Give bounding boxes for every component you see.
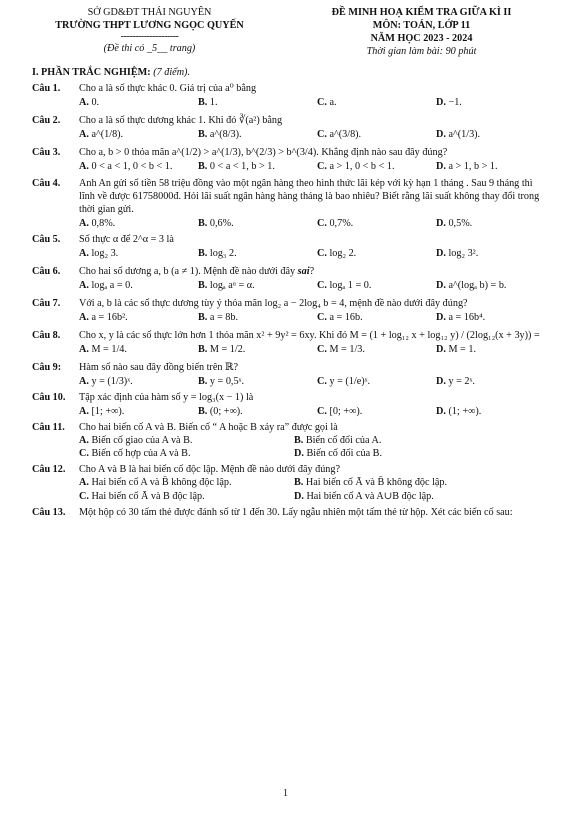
option-label: A.: [79, 435, 89, 447]
section-heading: [32, 66, 549, 79]
answer-option[interactable]: [317, 247, 436, 260]
answer-option[interactable]: [294, 434, 549, 447]
option-label: B.: [198, 129, 208, 141]
option-label: B.: [198, 376, 208, 388]
option-label: A.: [79, 279, 89, 291]
option-text: log₂ 3².: [448, 247, 479, 259]
answer-option[interactable]: [198, 160, 317, 173]
option-text: log₃ 2.: [209, 247, 237, 259]
option-text: log₂ 3.: [91, 247, 119, 259]
option-text: M = 1/2.: [209, 344, 246, 356]
option-label: D.: [436, 406, 446, 418]
option-text: a^(8/3).: [209, 129, 242, 141]
question-stem: [32, 297, 549, 310]
question: [32, 421, 549, 460]
option-label: A.: [79, 311, 89, 323]
question-stem: [32, 114, 549, 127]
question: [32, 177, 549, 230]
option-label: A.: [79, 344, 89, 356]
option-label: D.: [436, 97, 446, 109]
option-text: M = 1/4.: [91, 344, 127, 356]
option-text: 0,6%.: [209, 217, 234, 229]
question: [32, 463, 549, 502]
answer-options: [32, 405, 549, 418]
answer-option[interactable]: [79, 217, 198, 230]
answer-option[interactable]: [317, 405, 436, 418]
answer-option[interactable]: [79, 247, 198, 260]
option-label: A.: [79, 477, 89, 489]
question-text: Cho a, b > 0 thỏa mãn a^(1/2) > a^(1/3), b^(2/3) > b^(3/4). Khẳng định nào sau đây đúng?: [79, 147, 448, 159]
option-text: y = (1/e)ˣ.: [329, 376, 371, 388]
answer-option[interactable]: [79, 128, 198, 141]
question-text: Cho A và B là hai biến cố độc lập. Mệnh đề nào dưới đây đúng?: [79, 464, 341, 476]
answer-option[interactable]: [317, 343, 436, 356]
option-label: B.: [198, 97, 208, 109]
option-text: Biến cố đối của B.: [306, 448, 382, 460]
school-name: TRƯỜNG THPT LƯƠNG NGỌC QUYẾN: [55, 20, 244, 32]
answer-option[interactable]: [79, 343, 198, 356]
answer-option[interactable]: [317, 128, 436, 141]
question: [32, 506, 549, 519]
option-label: D.: [436, 129, 446, 141]
option-text: [1; +∞).: [91, 406, 125, 418]
option-text: 0,7%.: [329, 217, 354, 229]
question-text: Hàm số nào sau đây đồng biến trên ℝ?: [79, 362, 238, 374]
option-text: (0; +∞).: [209, 406, 243, 418]
question-number: Câu 12.: [32, 464, 66, 476]
question: [32, 114, 549, 141]
answer-option[interactable]: [436, 343, 555, 356]
answer-option[interactable]: [317, 311, 436, 324]
question-stem: [32, 82, 549, 95]
question-number: Câu 9:: [32, 362, 62, 374]
question-text: Một hộp có 30 tấm thẻ được đánh số từ 1 đến 30. Lấy ngẫu nhiên một tấm thẻ từ hộp. Xét các biến cố sau:: [79, 506, 513, 518]
question-number: Câu 5.: [32, 233, 61, 245]
option-text: a^(logₐ b) = b.: [448, 279, 507, 291]
option-text: Hai biến cố A và A∪B độc lập.: [306, 490, 434, 502]
option-label: C.: [317, 247, 327, 259]
option-text: M = 1.: [448, 344, 476, 356]
option-label: D.: [294, 490, 304, 502]
answer-option[interactable]: [198, 311, 317, 324]
option-label: A.: [79, 406, 89, 418]
option-label: A.: [79, 217, 89, 229]
answer-option[interactable]: [79, 96, 198, 109]
option-label: C.: [79, 490, 89, 502]
option-text: a.: [329, 97, 337, 109]
answer-option[interactable]: [436, 217, 555, 230]
question-text: Với a, b là các số thực dương tùy ý thỏa mãn log₂ a − 2log₄ b = 4, mệnh đề nào dưới đây đúng?: [79, 297, 468, 309]
question: [32, 82, 549, 109]
option-label: C.: [317, 406, 327, 418]
answer-option[interactable]: [79, 447, 294, 460]
answer-option[interactable]: [79, 434, 294, 447]
question-number: Câu 10.: [32, 392, 66, 404]
option-text: 0 < a < 1, 0 < b < 1.: [91, 161, 173, 173]
option-label: B.: [294, 435, 304, 447]
option-label: A.: [79, 161, 89, 173]
question-number: Câu 1.: [32, 83, 61, 95]
option-text: logₐ a = 0.: [91, 279, 133, 291]
answer-options: [32, 279, 549, 292]
option-label: B.: [198, 247, 208, 259]
option-text: y = (1/3)ˣ.: [91, 376, 133, 388]
option-text: 0.: [91, 97, 100, 109]
option-label: D.: [294, 448, 304, 460]
question-number: Câu 11.: [32, 422, 65, 434]
answer-option[interactable]: [436, 375, 555, 388]
option-label: C.: [317, 376, 327, 388]
answer-option[interactable]: [436, 160, 555, 173]
question-text: Cho a là số thực dương khác 1. Khi đó ∛(a²) bằng: [79, 115, 283, 127]
answer-options: [32, 247, 549, 260]
option-text: Hai biến cố Ā và B̄ không độc lập.: [305, 477, 448, 489]
document-header: [32, 6, 549, 58]
question: [32, 329, 549, 356]
question: [32, 391, 549, 418]
answer-option[interactable]: [294, 447, 549, 460]
answer-option[interactable]: [436, 311, 555, 324]
page-count-note: (Đề thi có _5__ trang): [103, 43, 196, 55]
option-text: y = 0,5ˣ.: [209, 376, 245, 388]
question-text: Cho hai biến cố A và B. Biến cố “ A hoặc B xảy ra” được gọi là: [79, 422, 338, 434]
answer-option[interactable]: [79, 490, 294, 503]
option-text: y = 2ˣ.: [448, 376, 475, 388]
option-text: logₐ 1 = 0.: [329, 279, 372, 291]
option-text: Hai biến cố A và B̄ không độc lập.: [91, 477, 232, 489]
question-number: Câu 3.: [32, 147, 61, 159]
option-text: 0,5%.: [448, 217, 473, 229]
question-text: [79, 265, 549, 278]
option-label: B.: [198, 406, 208, 418]
question-stem: [32, 265, 549, 278]
question-list: [32, 82, 549, 518]
question-stem: [32, 506, 549, 519]
answer-option[interactable]: [79, 160, 198, 173]
option-text: a = 8b.: [209, 311, 238, 323]
header-divider: --------------------: [120, 31, 179, 43]
option-text: logₐ aᵅ = α.: [209, 279, 255, 291]
option-text: log₂ 2.: [329, 247, 357, 259]
question-stem: [32, 177, 549, 216]
section-title: I. PHẦN TRẮC NGHIỆM:: [32, 67, 151, 79]
question-stem: [32, 233, 549, 246]
exam-title: ĐỀ MINH HOẠ KIỂM TRA GIỮA KÌ II: [331, 7, 512, 18]
answer-option[interactable]: [436, 128, 555, 141]
option-label: D.: [436, 161, 446, 173]
department-name: SỞ GD&ĐT THÁI NGUYÊN: [87, 7, 212, 18]
option-label: A.: [79, 247, 89, 259]
option-label: A.: [79, 97, 89, 109]
answer-option[interactable]: [79, 311, 198, 324]
question: [32, 146, 549, 173]
option-text: 0 < a < 1, b > 1.: [209, 161, 275, 173]
option-label: C.: [79, 448, 89, 460]
header-left: [32, 6, 267, 58]
school-year: NĂM HỌC 2023 - 2024: [370, 33, 473, 45]
answer-option[interactable]: [436, 279, 555, 292]
option-text: a^(1/3).: [448, 129, 481, 141]
question-number: Câu 8.: [32, 329, 61, 341]
option-label: B.: [198, 161, 208, 173]
option-label: C.: [317, 311, 327, 323]
question-number: Câu 7.: [32, 297, 61, 309]
option-label: C.: [317, 217, 327, 229]
option-text: 1.: [209, 97, 218, 109]
answer-option[interactable]: [79, 405, 198, 418]
option-label: B.: [198, 344, 208, 356]
answer-option[interactable]: [294, 490, 549, 503]
option-text: a > 1, 0 < b < 1.: [329, 161, 395, 173]
option-label: C.: [317, 97, 327, 109]
option-text: a = 16b².: [91, 311, 128, 323]
question-text: Cho x, y là các số thực lớn hơn 1 thỏa mãn x² + 9y² = 6xy. Khi đó M = (1 + log₁₂ x + log₁₂ y) / (2log₁₂(x + 3y)) =: [79, 329, 540, 341]
answer-options: [32, 375, 549, 388]
answer-option[interactable]: [436, 247, 555, 260]
question: [32, 361, 549, 388]
exam-subject: MÔN: TOÁN, LỚP 11: [372, 20, 471, 32]
option-text: a > 1, b > 1.: [448, 161, 498, 173]
answer-option[interactable]: [436, 405, 555, 418]
question-text: Số thực α để 2^α = 3 là: [79, 233, 174, 245]
answer-option[interactable]: [198, 247, 317, 260]
option-label: A.: [79, 129, 89, 141]
option-label: A.: [79, 376, 89, 388]
option-text: [0; +∞).: [329, 406, 363, 418]
answer-option[interactable]: [198, 405, 317, 418]
answer-option[interactable]: [198, 96, 317, 109]
answer-option[interactable]: [198, 217, 317, 230]
option-label: D.: [436, 376, 446, 388]
answer-option[interactable]: [79, 279, 198, 292]
answer-option[interactable]: [317, 279, 436, 292]
answer-option[interactable]: [436, 96, 555, 109]
option-label: C.: [317, 161, 327, 173]
question: [32, 233, 549, 260]
question-text: Tập xác định của hàm số y = log₃(x − 1) là: [79, 392, 254, 404]
answer-options: [32, 217, 549, 230]
answer-options: [32, 476, 549, 502]
question-text-part: Cho hai số dương a, b (a ≠ 1). Mệnh đề nào dưới đây: [79, 265, 298, 277]
answer-option[interactable]: [317, 217, 436, 230]
answer-option[interactable]: [317, 375, 436, 388]
question-text: Cho a là số thực khác 0. Giá trị của a⁰ bằng: [79, 83, 257, 95]
question-number: Câu 13.: [32, 506, 66, 518]
option-text: (1; +∞).: [448, 406, 482, 418]
question-stem: [32, 463, 549, 476]
question-number: Câu 6.: [32, 265, 61, 277]
page-number: 1: [283, 788, 288, 800]
answer-option[interactable]: [198, 343, 317, 356]
answer-option[interactable]: [198, 128, 317, 141]
option-label: B.: [198, 279, 208, 291]
answer-options: [32, 96, 549, 109]
option-text: a = 16b.: [329, 311, 363, 323]
answer-option[interactable]: [317, 160, 436, 173]
option-text: Hai biến cố Ā và B độc lập.: [91, 490, 205, 502]
option-text: a^(3/8).: [329, 129, 362, 141]
answer-options: [32, 343, 549, 356]
question-stem: [32, 146, 549, 159]
option-text: a = 16b⁴.: [448, 311, 486, 323]
option-label: C.: [317, 344, 327, 356]
option-label: D.: [436, 247, 446, 259]
exam-duration: Thời gian làm bài: 90 phút: [366, 46, 477, 58]
option-text: M = 1/3.: [329, 344, 365, 356]
option-label: B.: [198, 311, 208, 323]
answer-options: [32, 311, 549, 324]
question: [32, 265, 549, 292]
answer-options: [32, 434, 549, 460]
question-number: Câu 4.: [32, 177, 61, 189]
option-label: D.: [436, 311, 446, 323]
option-label: C.: [317, 279, 327, 291]
option-label: D.: [436, 279, 446, 291]
answer-option[interactable]: [198, 279, 317, 292]
answer-option[interactable]: [198, 375, 317, 388]
question-stem: [32, 391, 549, 404]
question-stem: [32, 329, 549, 342]
answer-options: [32, 128, 549, 141]
question: [32, 297, 549, 324]
answer-options: [32, 160, 549, 173]
option-text: a^(1/8).: [91, 129, 124, 141]
answer-option[interactable]: [79, 375, 198, 388]
option-label: D.: [436, 217, 446, 229]
emphasis-word: sai: [297, 265, 310, 277]
answer-option[interactable]: [317, 96, 436, 109]
answer-option[interactable]: [79, 476, 294, 489]
option-text: 0,8%.: [91, 217, 116, 229]
question-number: Câu 2.: [32, 115, 61, 127]
option-text: Biến cố hợp của A và B.: [91, 448, 191, 460]
question-stem: [32, 421, 549, 434]
section-points: (7 điểm).: [150, 67, 190, 79]
question-text: Anh An gửi số tiền 58 triệu đồng vào một ngân hàng theo hình thức lãi kép với kỳ hạn 1 tháng . Sau 9 tháng thì lĩnh về được 61758000đ. Hỏi lãi suất ngân hàng hàng tháng là bao nhiêu? Biết rằng lãi suất không thay đổi trong thời gian gửi.: [79, 177, 540, 215]
option-text: −1.: [448, 97, 462, 109]
option-text: Biến cố đối của A.: [305, 435, 382, 447]
option-label: D.: [436, 344, 446, 356]
question-stem: [32, 361, 549, 374]
option-label: C.: [317, 129, 327, 141]
question-text-part: ?: [309, 265, 315, 277]
option-text: Biến cố giao của A và B.: [91, 435, 193, 447]
option-label: B.: [198, 217, 208, 229]
answer-option[interactable]: [294, 476, 549, 489]
header-right: [294, 6, 549, 58]
option-label: B.: [294, 477, 304, 489]
